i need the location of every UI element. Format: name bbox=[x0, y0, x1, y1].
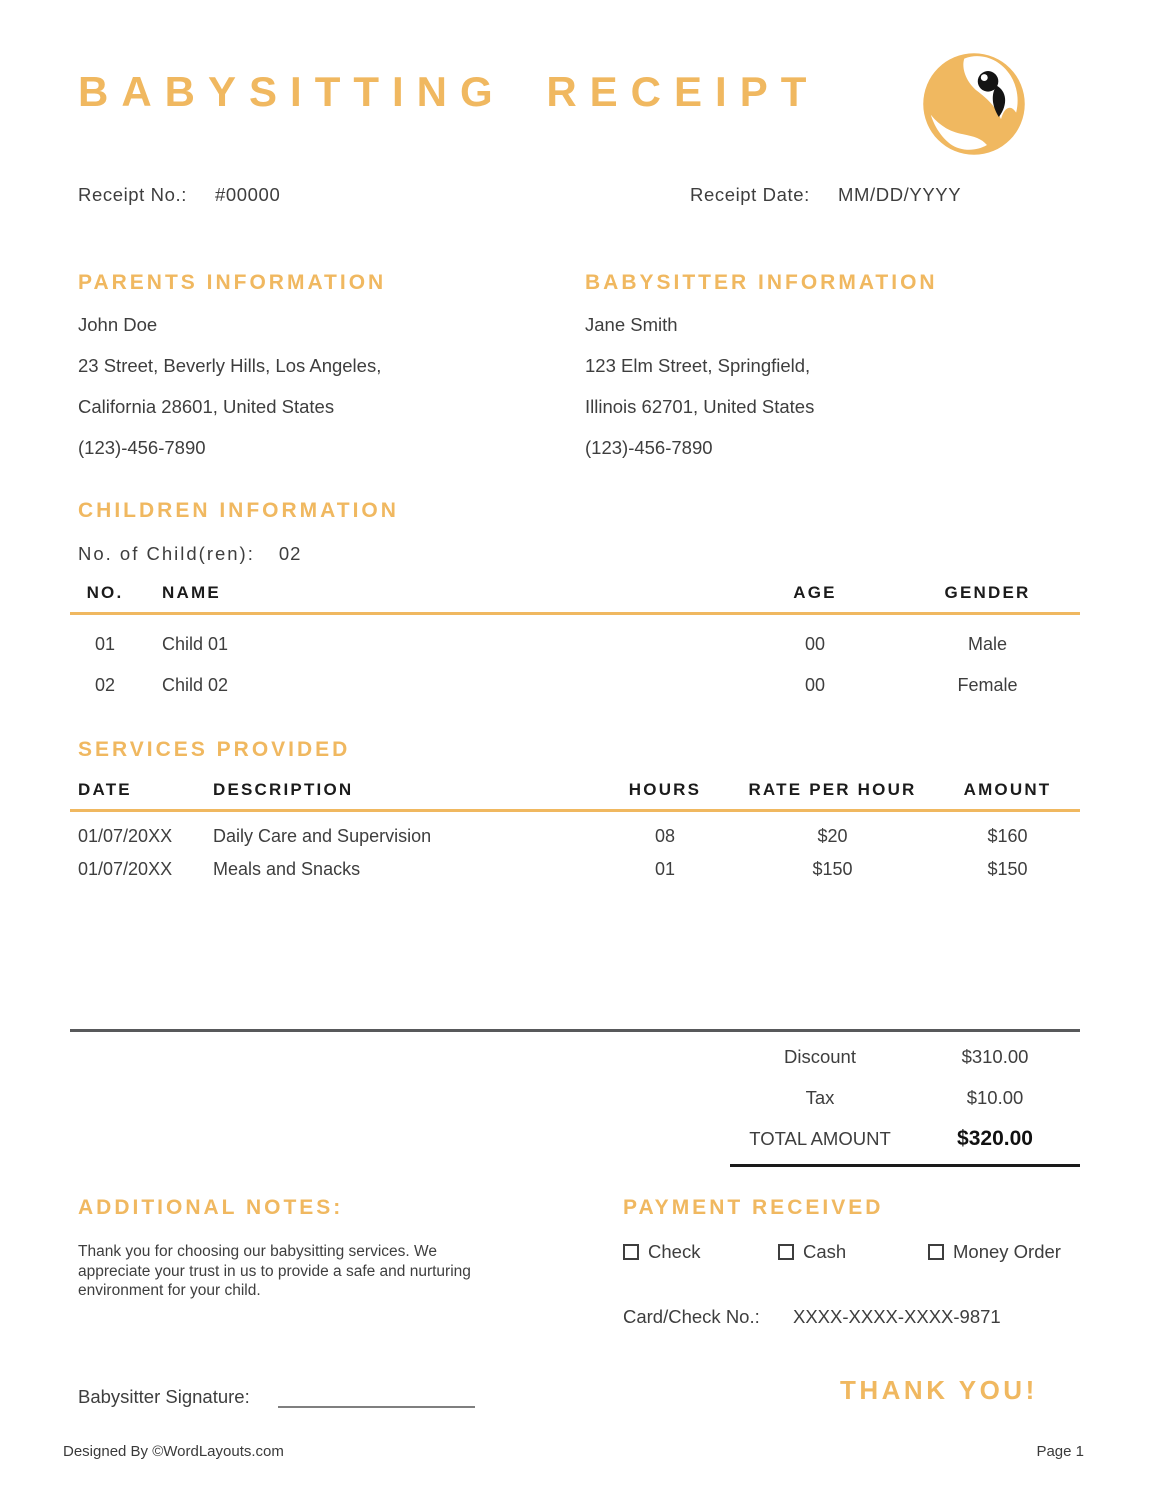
notes-heading: ADDITIONAL NOTES: bbox=[78, 1196, 344, 1219]
services-table-header bbox=[70, 780, 1080, 800]
child-name: Child 01 bbox=[162, 634, 229, 654]
children-table-row bbox=[70, 665, 1080, 706]
receipt-no-label: Receipt No.: bbox=[78, 184, 187, 205]
services-table bbox=[70, 780, 1080, 886]
company-logo bbox=[920, 50, 1028, 158]
child-age: 00 bbox=[804, 675, 826, 695]
service-amount: $150 bbox=[987, 859, 1028, 879]
parents-heading: PARENTS INFORMATION bbox=[78, 271, 387, 294]
services-table-row bbox=[70, 820, 1080, 853]
children-table bbox=[70, 583, 1080, 706]
child-no: 02 bbox=[94, 675, 116, 695]
swan-logo-icon bbox=[920, 50, 1028, 158]
cash-checkbox[interactable] bbox=[778, 1244, 794, 1260]
receipt-no-value: #00000 bbox=[215, 184, 281, 205]
children-table-rule bbox=[70, 612, 1080, 615]
payment-option-check[interactable] bbox=[623, 1241, 700, 1263]
children-count bbox=[78, 543, 301, 565]
page-title: BABYSITTING RECEIPT bbox=[78, 68, 820, 115]
children-count-label: No. of Child(ren): bbox=[78, 543, 255, 564]
child-name: Child 02 bbox=[162, 675, 229, 695]
child-gender: Male bbox=[967, 634, 1007, 654]
cash-label: Cash bbox=[803, 1241, 847, 1262]
children-heading: CHILDREN INFORMATION bbox=[78, 499, 399, 522]
service-rate: $20 bbox=[817, 826, 848, 846]
tax-row bbox=[730, 1077, 1080, 1118]
parent-address-line2: California 28601, United States bbox=[78, 396, 335, 417]
total-amount-row bbox=[730, 1118, 1080, 1159]
card-check-no-label: Card/Check No.: bbox=[623, 1306, 760, 1327]
child-age: 00 bbox=[804, 634, 826, 654]
notes-body: Thank you for choosing our babysitting services. We appreciate your trust in us to provide a safe and nurturing environment for your child. bbox=[78, 1243, 471, 1299]
service-hours: 08 bbox=[654, 826, 676, 846]
footer-page-number: Page 1 bbox=[1036, 1443, 1084, 1460]
thank-you-text: THANK YOU! bbox=[840, 1375, 1038, 1405]
child-no: 01 bbox=[94, 634, 116, 654]
col-header-name: NAME bbox=[162, 583, 221, 602]
receipt-date-value: MM/DD/YYYY bbox=[838, 184, 962, 205]
money-order-label: Money Order bbox=[953, 1241, 1061, 1262]
babysitter-address-line1: 123 Elm Street, Springfield, bbox=[585, 355, 811, 376]
service-hours: 01 bbox=[654, 859, 676, 879]
service-date: 01/07/20XX bbox=[78, 826, 173, 846]
totals-block bbox=[730, 1036, 1080, 1167]
services-table-rule bbox=[70, 809, 1080, 812]
footer-credit: Designed By ©WordLayouts.com bbox=[63, 1443, 284, 1460]
tax-label: Tax bbox=[805, 1086, 835, 1108]
check-checkbox[interactable] bbox=[623, 1244, 639, 1260]
babysitter-name: Jane Smith bbox=[585, 314, 678, 335]
parent-name: John Doe bbox=[78, 314, 158, 335]
col-header-hours: HOURS bbox=[628, 780, 702, 799]
services-table-row bbox=[70, 853, 1080, 886]
col-header-no: NO. bbox=[86, 583, 124, 602]
babysitter-signature-line bbox=[278, 1383, 475, 1408]
payment-option-cash[interactable] bbox=[778, 1241, 846, 1263]
children-count-value: 02 bbox=[278, 543, 302, 564]
children-table-header bbox=[70, 583, 1080, 603]
discount-label: Discount bbox=[784, 1045, 856, 1067]
parent-address-line1: 23 Street, Beverly Hills, Los Angeles, bbox=[78, 355, 382, 376]
col-header-rate: RATE PER HOUR bbox=[748, 780, 917, 799]
total-amount-label: TOTAL AMOUNT bbox=[749, 1127, 891, 1149]
babysitter-address-line2: Illinois 62701, United States bbox=[585, 396, 815, 417]
children-table-row bbox=[70, 624, 1080, 665]
col-header-date: DATE bbox=[78, 780, 132, 799]
child-gender: Female bbox=[957, 675, 1018, 695]
total-bottom-rule bbox=[730, 1164, 1080, 1167]
money-order-checkbox[interactable] bbox=[928, 1244, 944, 1260]
receipt-date-label: Receipt Date: bbox=[690, 184, 810, 205]
tax-value: $10.00 bbox=[966, 1086, 1024, 1108]
service-description: Daily Care and Supervision bbox=[213, 826, 432, 846]
service-rate: $150 bbox=[812, 859, 853, 879]
total-amount-value: $320.00 bbox=[957, 1126, 1033, 1150]
parent-phone: (123)-456-7890 bbox=[78, 437, 206, 458]
payment-heading: PAYMENT RECEIVED bbox=[623, 1196, 884, 1219]
payment-option-money-order[interactable] bbox=[928, 1241, 1061, 1263]
discount-row bbox=[730, 1036, 1080, 1077]
service-amount: $160 bbox=[987, 826, 1028, 846]
col-header-amount: AMOUNT bbox=[963, 780, 1052, 799]
babysitter-phone: (123)-456-7890 bbox=[585, 437, 713, 458]
col-header-gender: GENDER bbox=[944, 583, 1031, 602]
col-header-age: AGE bbox=[793, 583, 837, 602]
service-date: 01/07/20XX bbox=[78, 859, 173, 879]
check-label: Check bbox=[648, 1241, 701, 1262]
services-heading: SERVICES PROVIDED bbox=[78, 738, 351, 761]
col-header-description: DESCRIPTION bbox=[213, 780, 354, 799]
card-check-no-value: XXXX-XXXX-XXXX-9871 bbox=[793, 1306, 1001, 1327]
discount-value: $310.00 bbox=[961, 1045, 1029, 1067]
service-description: Meals and Snacks bbox=[213, 859, 361, 879]
babysitter-signature-label: Babysitter Signature: bbox=[78, 1386, 250, 1407]
totals-top-divider bbox=[70, 1029, 1080, 1032]
babysitter-heading: BABYSITTER INFORMATION bbox=[585, 271, 938, 294]
